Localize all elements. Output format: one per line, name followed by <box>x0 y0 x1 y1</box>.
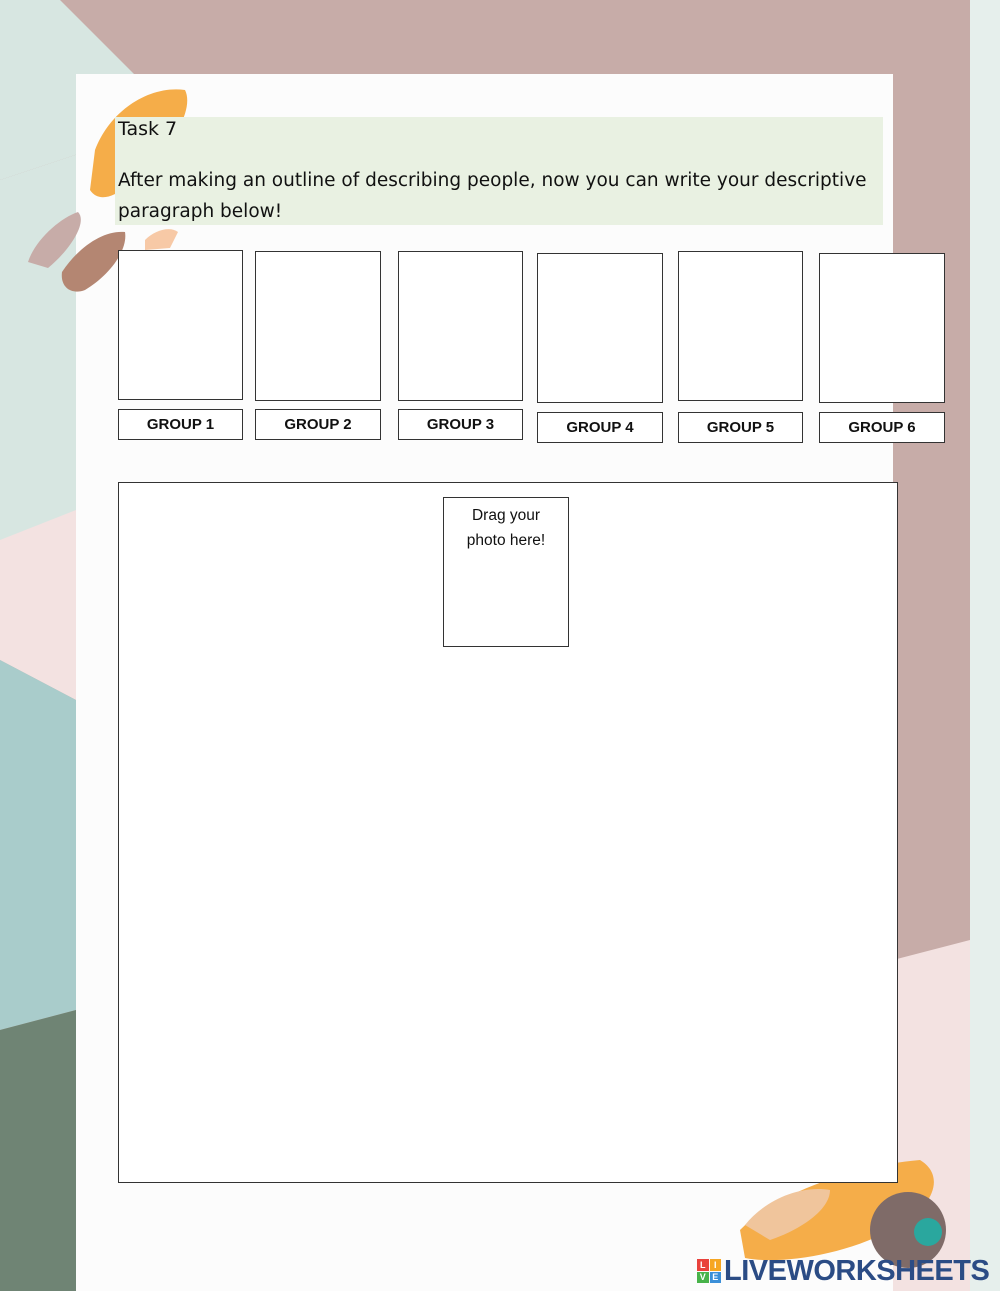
task-instruction: After making an outline of describing people, now you can write your descriptive paragraph below! <box>118 170 867 222</box>
logo-badge-icon <box>697 1259 721 1283</box>
group-4-photo-slot[interactable] <box>537 253 663 403</box>
group-2-label: GROUP 2 <box>255 409 381 440</box>
badge-letter: V <box>697 1272 709 1284</box>
group-5-photo-slot[interactable] <box>678 251 803 401</box>
drop-zone-text: Drag your photo here! <box>466 507 546 549</box>
logo-text: LIVEWORKSHEETS <box>724 1254 990 1287</box>
photo-drop-zone[interactable] <box>443 497 569 647</box>
group-2-photo-slot[interactable] <box>255 251 381 401</box>
badge-letter: L <box>697 1259 709 1271</box>
task-title: Task 7 <box>118 118 178 140</box>
group-3-label: GROUP 3 <box>398 409 523 440</box>
group-6-label: GROUP 6 <box>819 412 945 443</box>
group-5-label: GROUP 5 <box>678 412 803 443</box>
teal-dot <box>914 1218 942 1246</box>
group-1-label: GROUP 1 <box>118 409 243 440</box>
group-1-photo-slot[interactable] <box>118 250 243 400</box>
right-edge-strip <box>970 0 1000 1291</box>
badge-letter: E <box>710 1272 722 1284</box>
group-6-photo-slot[interactable] <box>819 253 945 403</box>
group-3-photo-slot[interactable] <box>398 251 523 401</box>
liveworksheets-logo <box>697 1254 989 1288</box>
badge-letter: I <box>710 1259 722 1271</box>
group-4-label: GROUP 4 <box>537 412 663 443</box>
peach-brush-stroke <box>145 229 178 250</box>
